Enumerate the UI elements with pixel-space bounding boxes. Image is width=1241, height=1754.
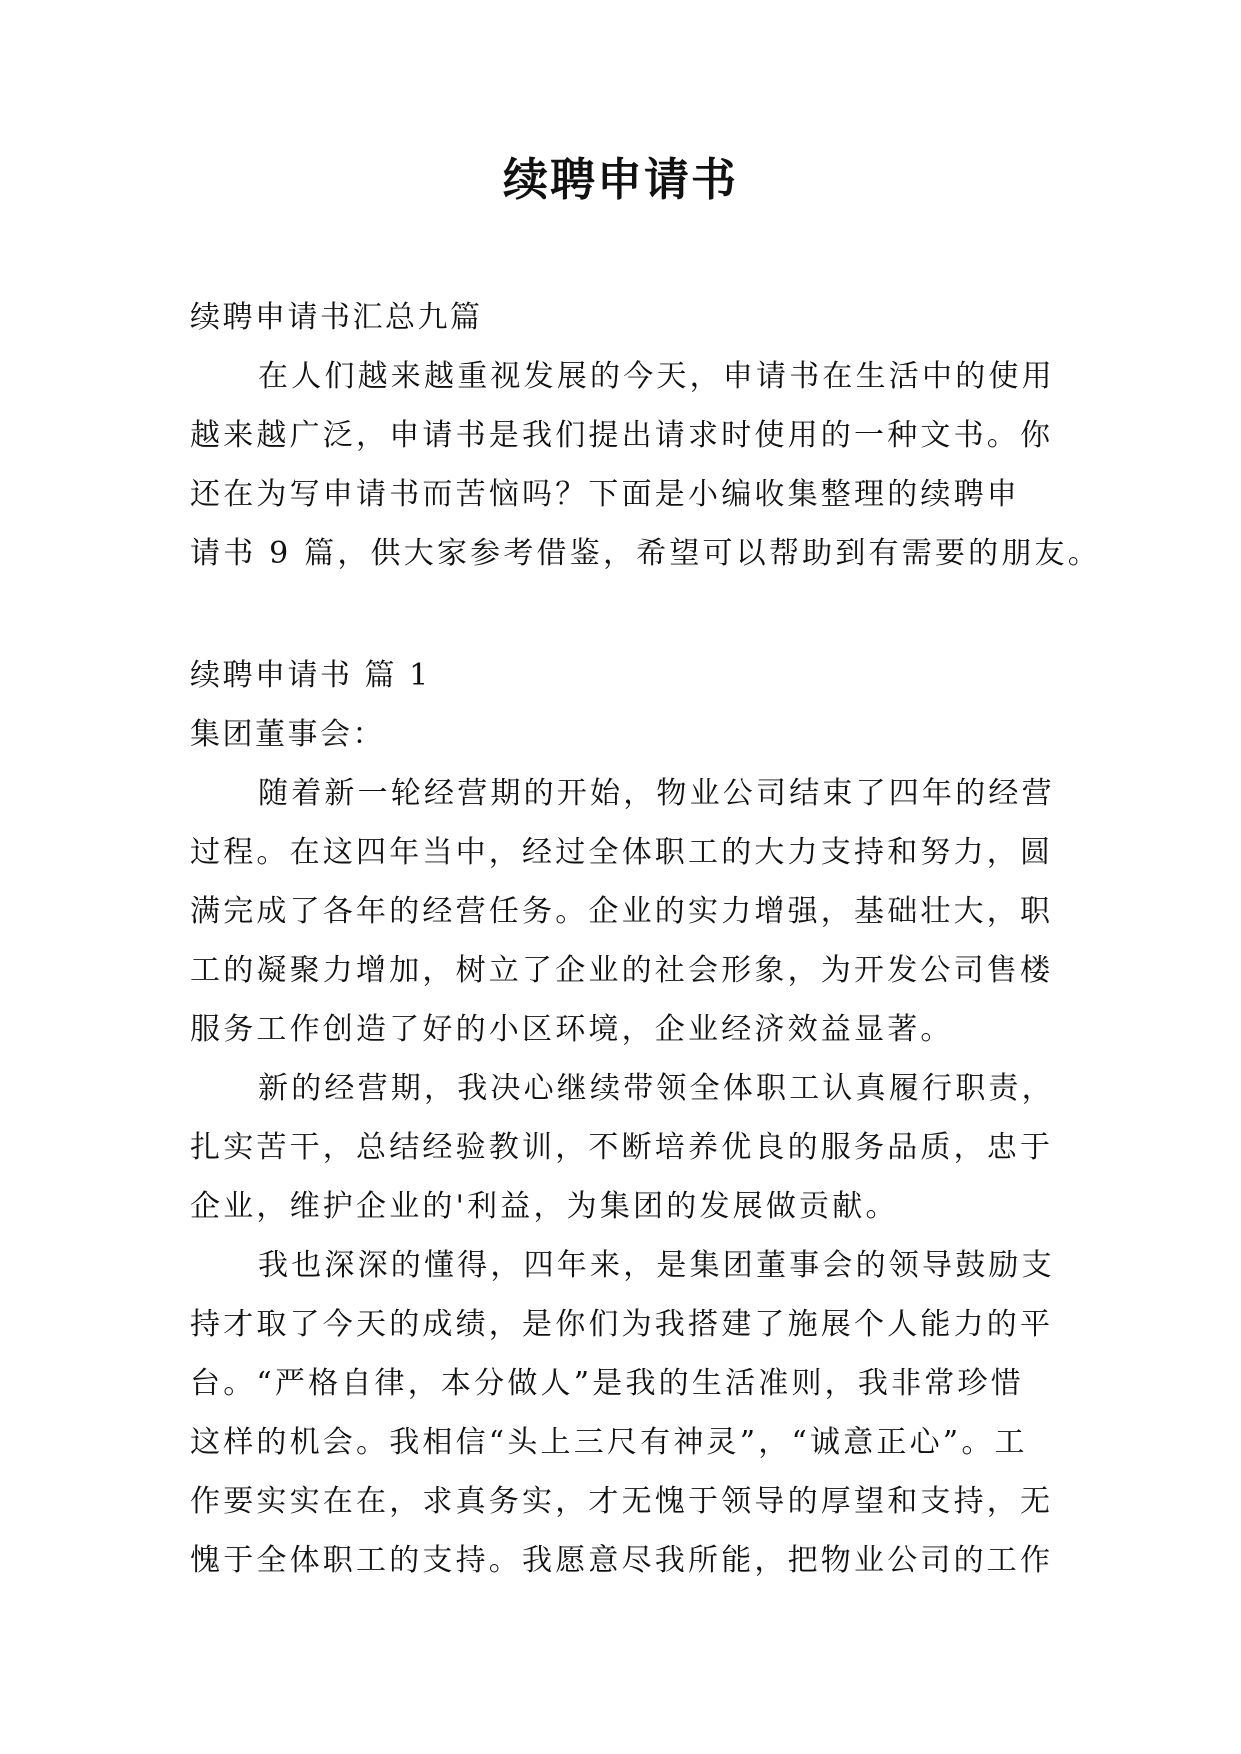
body-paragraph [190, 764, 1055, 1059]
paragraph-line: 我也深深的懂得，四年来，是集团董事会的领导鼓励支 [258, 1248, 1055, 1283]
body-paragraph [190, 1236, 1055, 1590]
paragraph-line: 扎实苦干，总结经验教训，不断培养优良的服务品质，忠于 [190, 1130, 1054, 1165]
body-paragraph [190, 1059, 1055, 1236]
paragraph-line: 新的经营期，我决心继续带领全体职工认真履行职责， [258, 1071, 1055, 1106]
paragraph-line: 随着新一轮经营期的开始，物业公司结束了四年的经营 [258, 776, 1055, 811]
paragraph-line: 这样的机会。我相信“头上三尺有神灵”，“诚意正心”。工 [190, 1425, 1028, 1460]
paragraph-line: 还在为写申请书而苦恼吗？下面是小编收集整理的续聘申 [190, 477, 1020, 512]
salutation: 集团董事会： [190, 717, 385, 752]
paragraph-line: 持才取了今天的成绩，是你们为我搭建了施展个人能力的平 [190, 1307, 1054, 1342]
document-subtitle: 续聘申请书汇总九篇 [190, 300, 483, 335]
paragraph-line: 企业，维护企业的'利益，为集团的发展做贡献。 [190, 1189, 899, 1224]
paragraph-line: 作要实实在在，求真务实，才无愧于领导的厚望和支持，无 [190, 1484, 1054, 1519]
paragraph-line: 请书 9 篇，供大家参考借鉴，希望可以帮助到有需要的朋友。 [190, 536, 1101, 571]
paragraph-line: 过程。在这四年当中，经过全体职工的大力支持和努力，圆 [190, 835, 1054, 870]
intro-paragraph [190, 347, 1101, 583]
section-heading: 续聘申请书 篇 1 [190, 658, 431, 693]
document-body [190, 288, 1101, 1590]
paragraph-line: 愧于全体职工的支持。我愿意尽我所能，把物业公司的工作 [190, 1543, 1054, 1578]
paragraph-line: 满完成了各年的经营任务。企业的实力增强，基础壮大，职 [190, 894, 1054, 929]
paragraph-line: 在人们越来越重视发展的今天，申请书在生活中的使用 [258, 359, 1055, 394]
paragraph-line: 越来越广泛，申请书是我们提出请求时使用的一种文书。你 [190, 418, 1054, 453]
paragraph-line: 台。“严格自律，本分做人”是我的生活准则，我非常珍惜 [190, 1366, 1024, 1401]
paragraph-line: 服务工作创造了好的小区环境，企业经济效益显著。 [190, 1012, 954, 1047]
paragraph-line: 工的凝聚力增加，树立了企业的社会形象，为开发公司售楼 [190, 953, 1054, 988]
document-title: 续聘申请书 [502, 153, 738, 206]
